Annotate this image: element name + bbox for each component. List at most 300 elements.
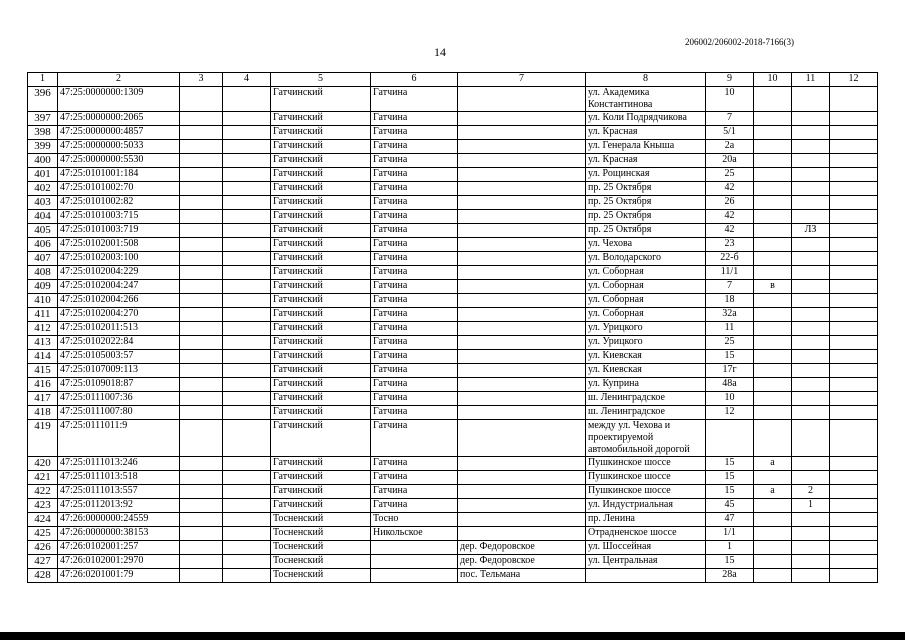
cell-col11 <box>792 378 830 392</box>
settlement-name <box>458 308 586 322</box>
cell-col3 <box>180 154 223 168</box>
cell-col3 <box>180 499 223 513</box>
cell-col4 <box>223 224 271 238</box>
cell-col10 <box>754 112 792 126</box>
house-number: 2а <box>706 140 754 154</box>
row-number: 412 <box>28 322 58 336</box>
cell-col11 <box>792 364 830 378</box>
cell-col11 <box>792 238 830 252</box>
table-row <box>28 154 878 168</box>
table-row <box>28 350 878 364</box>
cell-col11 <box>792 392 830 406</box>
cell-col4 <box>223 350 271 364</box>
cell-col3 <box>180 392 223 406</box>
cell-col3 <box>180 406 223 420</box>
address-register-table <box>27 72 878 583</box>
house-number: 1/1 <box>706 527 754 541</box>
cell-col10 <box>754 527 792 541</box>
cell-col10 <box>754 513 792 527</box>
cadastral-number: 47:25:0000000:4857 <box>58 126 180 140</box>
cell-col12 <box>830 555 878 569</box>
district-name: Гатчинский <box>271 294 371 308</box>
row-number: 411 <box>28 308 58 322</box>
cell-col11 <box>792 126 830 140</box>
settlement-name <box>458 224 586 238</box>
cell-col4 <box>223 527 271 541</box>
cell-col4 <box>223 541 271 555</box>
city-name: Гатчина <box>371 252 458 266</box>
cell-col12 <box>830 392 878 406</box>
house-number: 28а <box>706 569 754 583</box>
cell-col12 <box>830 252 878 266</box>
cell-col4 <box>223 336 271 350</box>
row-number: 425 <box>28 527 58 541</box>
cell-col4 <box>223 87 271 112</box>
cadastral-number: 47:25:0102004:266 <box>58 294 180 308</box>
city-name: Гатчина <box>371 210 458 224</box>
settlement-name <box>458 87 586 112</box>
cell-col10 <box>754 154 792 168</box>
cadastral-number: 47:25:0102022:84 <box>58 336 180 350</box>
table-row <box>28 420 878 457</box>
table-row <box>28 224 878 238</box>
cell-col11 <box>792 350 830 364</box>
city-name: Гатчина <box>371 168 458 182</box>
street-address: пр. 25 Октября <box>586 210 706 224</box>
house-number: 18 <box>706 294 754 308</box>
street-address: Отрадненское шоссе <box>586 527 706 541</box>
settlement-name <box>458 378 586 392</box>
street-address: ул. Центральная <box>586 555 706 569</box>
table-row <box>28 112 878 126</box>
column-number: 9 <box>706 73 754 87</box>
city-name: Гатчина <box>371 499 458 513</box>
house-number: 11/1 <box>706 266 754 280</box>
district-name: Гатчинский <box>271 224 371 238</box>
column-number: 5 <box>271 73 371 87</box>
row-number: 410 <box>28 294 58 308</box>
settlement-name <box>458 471 586 485</box>
cell-col3 <box>180 126 223 140</box>
house-number: 15 <box>706 457 754 471</box>
cadastral-number: 47:25:0112013:92 <box>58 499 180 513</box>
district-name: Гатчинский <box>271 392 371 406</box>
cell-col11 <box>792 569 830 583</box>
cell-col10 <box>754 182 792 196</box>
cell-col12 <box>830 406 878 420</box>
city-name: Гатчина <box>371 336 458 350</box>
city-name: Никольское <box>371 527 458 541</box>
row-number: 407 <box>28 252 58 266</box>
street-address: ул. Индустриальная <box>586 499 706 513</box>
cell-col11 <box>792 471 830 485</box>
cell-col12 <box>830 87 878 112</box>
house-number: 10 <box>706 392 754 406</box>
district-name: Тосненский <box>271 527 371 541</box>
cell-col10 <box>754 294 792 308</box>
city-name: Гатчина <box>371 224 458 238</box>
cell-col10 <box>754 350 792 364</box>
street-address: ш. Ленинградское <box>586 392 706 406</box>
row-number: 413 <box>28 336 58 350</box>
table-row <box>28 238 878 252</box>
city-name: Гатчина <box>371 140 458 154</box>
city-name: Гатчина <box>371 406 458 420</box>
cell-col4 <box>223 322 271 336</box>
cell-col4 <box>223 420 271 457</box>
city-name: Гатчина <box>371 420 458 457</box>
cell-col12 <box>830 280 878 294</box>
document-id: 206002/206002-2018-7166(3) <box>685 37 794 47</box>
table-row <box>28 378 878 392</box>
street-address: пр. Ленина <box>586 513 706 527</box>
row-number: 404 <box>28 210 58 224</box>
settlement-name <box>458 406 586 420</box>
cell-col11 <box>792 266 830 280</box>
street-address <box>586 569 706 583</box>
cell-col4 <box>223 308 271 322</box>
district-name: Гатчинский <box>271 126 371 140</box>
settlement-name <box>458 364 586 378</box>
street-address: ул. Куприна <box>586 378 706 392</box>
row-number: 418 <box>28 406 58 420</box>
district-name: Гатчинский <box>271 322 371 336</box>
row-number: 424 <box>28 513 58 527</box>
cell-col11 <box>792 527 830 541</box>
column-number: 8 <box>586 73 706 87</box>
street-address: Пушкинское шоссе <box>586 471 706 485</box>
city-name: Гатчина <box>371 364 458 378</box>
settlement-name <box>458 238 586 252</box>
street-address: ул. Володарского <box>586 252 706 266</box>
row-number: 397 <box>28 112 58 126</box>
column-number: 11 <box>792 73 830 87</box>
city-name: Гатчина <box>371 266 458 280</box>
cell-col10 <box>754 224 792 238</box>
district-name: Гатчинский <box>271 196 371 210</box>
house-number: 48а <box>706 378 754 392</box>
cell-col10 <box>754 471 792 485</box>
cell-col4 <box>223 392 271 406</box>
cell-col4 <box>223 140 271 154</box>
street-address: Пушкинское шоссе <box>586 457 706 471</box>
settlement-name <box>458 485 586 499</box>
street-address: ул. Чехова <box>586 238 706 252</box>
house-number: 1 <box>706 541 754 555</box>
settlement-name <box>458 527 586 541</box>
cell-col3 <box>180 555 223 569</box>
house-number: 25 <box>706 168 754 182</box>
cadastral-number: 47:25:0111007:36 <box>58 392 180 406</box>
street-address: ул. Урицкого <box>586 336 706 350</box>
cell-col3 <box>180 252 223 266</box>
cell-col4 <box>223 378 271 392</box>
column-number: 2 <box>58 73 180 87</box>
cell-col11: 1 <box>792 499 830 513</box>
cell-col3 <box>180 527 223 541</box>
cell-col4 <box>223 154 271 168</box>
row-number: 401 <box>28 168 58 182</box>
cell-col10 <box>754 87 792 112</box>
cell-col3 <box>180 364 223 378</box>
cell-col3 <box>180 541 223 555</box>
cadastral-number: 47:25:0111013:518 <box>58 471 180 485</box>
street-address: ул. Киевская <box>586 364 706 378</box>
cell-col3 <box>180 308 223 322</box>
house-number: 11 <box>706 322 754 336</box>
house-number: 32а <box>706 308 754 322</box>
district-name: Гатчинский <box>271 308 371 322</box>
settlement-name <box>458 336 586 350</box>
city-name: Гатчина <box>371 238 458 252</box>
row-number: 398 <box>28 126 58 140</box>
district-name: Гатчинский <box>271 154 371 168</box>
district-name: Тосненский <box>271 513 371 527</box>
settlement-name <box>458 392 586 406</box>
cell-col11: 2 <box>792 485 830 499</box>
column-number: 12 <box>830 73 878 87</box>
cell-col10 <box>754 252 792 266</box>
cell-col3 <box>180 350 223 364</box>
cadastral-number: 47:26:0000000:24559 <box>58 513 180 527</box>
cell-col12 <box>830 140 878 154</box>
cell-col3 <box>180 513 223 527</box>
settlement-name <box>458 420 586 457</box>
cell-col10 <box>754 541 792 555</box>
table-row <box>28 457 878 471</box>
cell-col4 <box>223 252 271 266</box>
street-address: ул. Соборная <box>586 308 706 322</box>
settlement-name: пос. Тельмана <box>458 569 586 583</box>
district-name: Гатчинский <box>271 471 371 485</box>
cell-col12 <box>830 210 878 224</box>
cell-col4 <box>223 471 271 485</box>
city-name: Тосно <box>371 513 458 527</box>
cell-col12 <box>830 322 878 336</box>
table-row <box>28 294 878 308</box>
cadastral-number: 47:25:0111013:557 <box>58 485 180 499</box>
table-row <box>28 280 878 294</box>
house-number: 47 <box>706 513 754 527</box>
district-name: Гатчинский <box>271 350 371 364</box>
column-number: 3 <box>180 73 223 87</box>
table-row <box>28 168 878 182</box>
cell-col11 <box>792 154 830 168</box>
street-address: пр. 25 Октября <box>586 182 706 196</box>
cell-col3 <box>180 224 223 238</box>
city-name: Гатчина <box>371 457 458 471</box>
row-number: 409 <box>28 280 58 294</box>
settlement-name <box>458 196 586 210</box>
cell-col3 <box>180 266 223 280</box>
district-name: Гатчинский <box>271 266 371 280</box>
street-address: ул. Генерала Кныша <box>586 140 706 154</box>
cadastral-number: 47:25:0000000:2065 <box>58 112 180 126</box>
cell-col10 <box>754 266 792 280</box>
table-row <box>28 126 878 140</box>
row-number: 421 <box>28 471 58 485</box>
cadastral-number: 47:25:0101003:715 <box>58 210 180 224</box>
cadastral-number: 47:25:0102001:508 <box>58 238 180 252</box>
cell-col3 <box>180 168 223 182</box>
cell-col12 <box>830 112 878 126</box>
cell-col10 <box>754 392 792 406</box>
table-row <box>28 140 878 154</box>
street-address: ул. Рощинская <box>586 168 706 182</box>
scan-edge-bar <box>0 632 905 640</box>
cell-col4 <box>223 294 271 308</box>
cell-col10 <box>754 420 792 457</box>
cadastral-number: 47:25:0102003:100 <box>58 252 180 266</box>
district-name: Гатчинский <box>271 238 371 252</box>
cell-col4 <box>223 168 271 182</box>
house-number: 5/1 <box>706 126 754 140</box>
settlement-name <box>458 294 586 308</box>
row-number: 417 <box>28 392 58 406</box>
city-name: Гатчина <box>371 322 458 336</box>
city-name: Гатчина <box>371 350 458 364</box>
house-number: 15 <box>706 471 754 485</box>
district-name: Гатчинский <box>271 140 371 154</box>
settlement-name <box>458 182 586 196</box>
district-name: Гатчинский <box>271 406 371 420</box>
street-address: ул. Красная <box>586 126 706 140</box>
house-number: 22-б <box>706 252 754 266</box>
cell-col4 <box>223 266 271 280</box>
row-number: 422 <box>28 485 58 499</box>
city-name: Гатчина <box>371 308 458 322</box>
cell-col3 <box>180 112 223 126</box>
street-address: ул. Академика Константинова <box>586 87 706 112</box>
cell-col4 <box>223 555 271 569</box>
district-name: Гатчинский <box>271 182 371 196</box>
table-row <box>28 182 878 196</box>
cadastral-number: 47:25:0107009:113 <box>58 364 180 378</box>
cell-col11 <box>792 168 830 182</box>
column-number-row <box>28 73 878 87</box>
cell-col3 <box>180 457 223 471</box>
table-row <box>28 322 878 336</box>
cell-col10 <box>754 336 792 350</box>
column-number: 1 <box>28 73 58 87</box>
table-row <box>28 485 878 499</box>
district-name: Гатчинский <box>271 280 371 294</box>
district-name: Гатчинский <box>271 485 371 499</box>
city-name: Гатчина <box>371 126 458 140</box>
cell-col4 <box>223 406 271 420</box>
table-row <box>28 364 878 378</box>
cell-col12 <box>830 168 878 182</box>
cadastral-number: 47:25:0000000:5033 <box>58 140 180 154</box>
page-number: 14 <box>434 45 446 59</box>
settlement-name <box>458 350 586 364</box>
city-name: Гатчина <box>371 196 458 210</box>
column-number: 10 <box>754 73 792 87</box>
city-name <box>371 555 458 569</box>
table-row <box>28 541 878 555</box>
house-number: 42 <box>706 182 754 196</box>
city-name: Гатчина <box>371 154 458 168</box>
cell-col10 <box>754 168 792 182</box>
street-address: ул. Урицкого <box>586 322 706 336</box>
row-number: 416 <box>28 378 58 392</box>
cell-col12 <box>830 541 878 555</box>
cell-col11 <box>792 196 830 210</box>
district-name: Гатчинский <box>271 364 371 378</box>
settlement-name: дер. Федоровское <box>458 541 586 555</box>
table-row <box>28 336 878 350</box>
cell-col11 <box>792 555 830 569</box>
cadastral-number: 47:25:0000000:5530 <box>58 154 180 168</box>
cell-col3 <box>180 210 223 224</box>
table-row <box>28 252 878 266</box>
cadastral-number: 47:25:0102011:513 <box>58 322 180 336</box>
row-number: 423 <box>28 499 58 513</box>
cadastral-number: 47:25:0102004:247 <box>58 280 180 294</box>
street-address: между ул. Чехова и проектируемой автомобильной дорогой <box>586 420 706 457</box>
cell-col11 <box>792 322 830 336</box>
settlement-name <box>458 513 586 527</box>
city-name <box>371 569 458 583</box>
cell-col12 <box>830 238 878 252</box>
cell-col11 <box>792 140 830 154</box>
cadastral-number: 47:26:0102001:2970 <box>58 555 180 569</box>
cell-col4 <box>223 485 271 499</box>
cell-col3 <box>180 294 223 308</box>
house-number: 12 <box>706 406 754 420</box>
cell-col11 <box>792 294 830 308</box>
cell-col4 <box>223 112 271 126</box>
column-number: 7 <box>458 73 586 87</box>
cell-col12 <box>830 182 878 196</box>
house-number: 45 <box>706 499 754 513</box>
cell-col3 <box>180 87 223 112</box>
district-name: Гатчинский <box>271 499 371 513</box>
house-number: 10 <box>706 87 754 112</box>
cell-col12 <box>830 364 878 378</box>
house-number: 25 <box>706 336 754 350</box>
settlement-name <box>458 154 586 168</box>
table-row <box>28 196 878 210</box>
house-number: 23 <box>706 238 754 252</box>
cadastral-number: 47:25:0102004:270 <box>58 308 180 322</box>
cell-col4 <box>223 499 271 513</box>
cell-col11 <box>792 210 830 224</box>
cadastral-number: 47:25:0101002:70 <box>58 182 180 196</box>
table-row <box>28 87 878 112</box>
row-number: 420 <box>28 457 58 471</box>
city-name: Гатчина <box>371 280 458 294</box>
city-name: Гатчина <box>371 182 458 196</box>
house-number: 17г <box>706 364 754 378</box>
cell-col12 <box>830 420 878 457</box>
cell-col3 <box>180 322 223 336</box>
cell-col11 <box>792 308 830 322</box>
cell-col12 <box>830 126 878 140</box>
cadastral-number: 47:25:0111013:246 <box>58 457 180 471</box>
cell-col4 <box>223 238 271 252</box>
city-name: Гатчина <box>371 87 458 112</box>
cell-col11 <box>792 420 830 457</box>
row-number: 428 <box>28 569 58 583</box>
district-name: Гатчинский <box>271 336 371 350</box>
cell-col12 <box>830 378 878 392</box>
house-number <box>706 420 754 457</box>
cell-col4 <box>223 569 271 583</box>
street-address: пр. 25 Октября <box>586 224 706 238</box>
cell-col12 <box>830 471 878 485</box>
cell-col3 <box>180 238 223 252</box>
